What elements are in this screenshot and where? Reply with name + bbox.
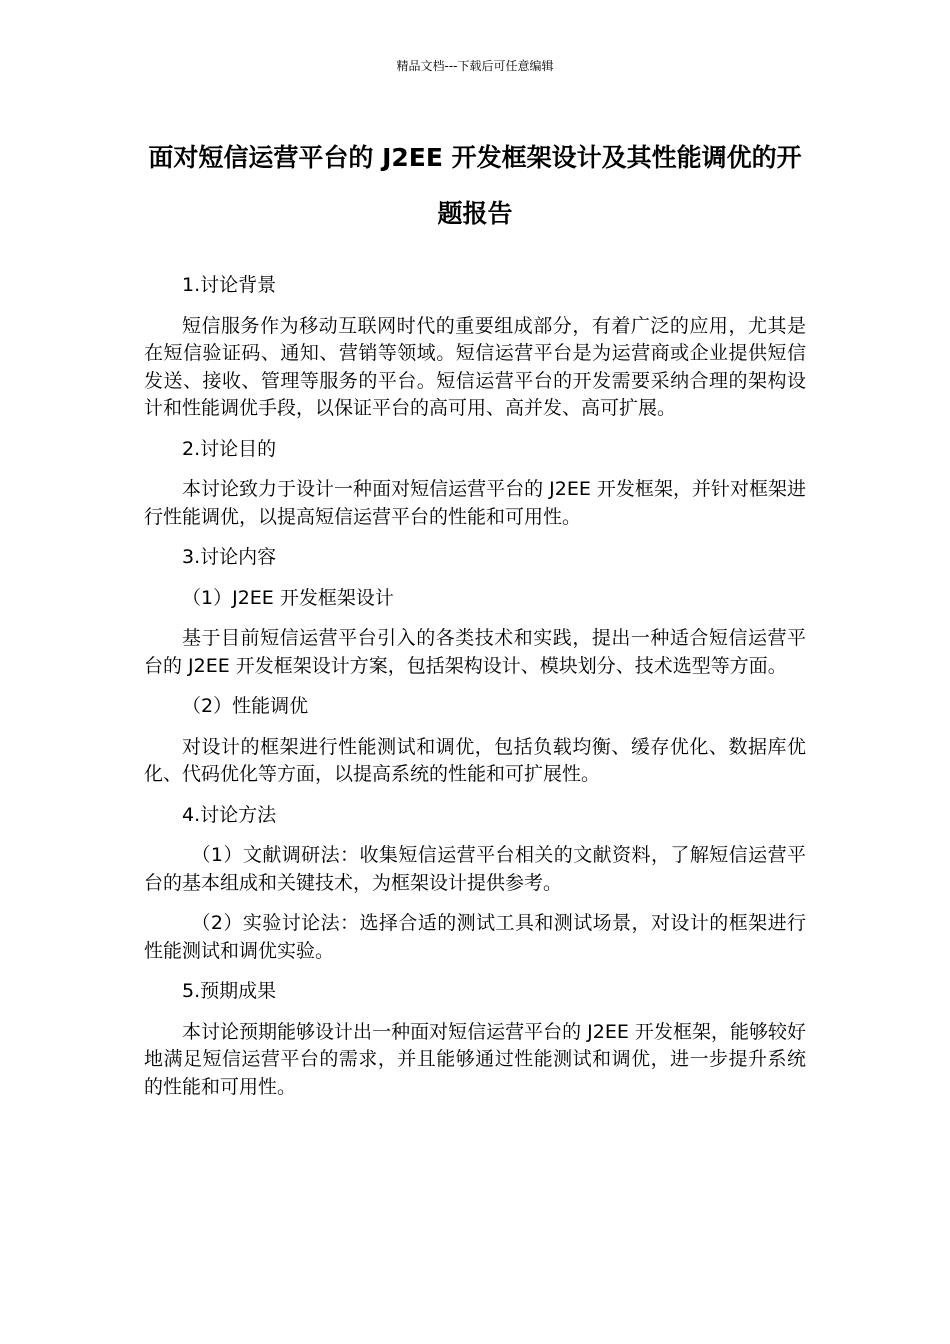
page-header: 精品文档---下载后可任意编辑 [396, 59, 554, 73]
paragraph-results: 本讨论预期能够设计出一种面对短信运营平台的 J2EE 开发框架，能够较好地满足短信运营平台的需求，并且能够通过性能测试和调优，进一步提升系统的性能和可用性。 [144, 1020, 806, 1098]
subheading-performance-tuning: （2）性能调优 [182, 695, 309, 717]
paragraph-framework-design: 基于目前短信运营平台引入的各类技术和实践，提出一种适合短信运营平台的 J2EE 开发框架设计方案，包括架构设计、模块划分、技术选型等方面。 [144, 627, 806, 677]
paragraph-background: 短信服务作为移动互联网时代的重要组成部分，有着广泛的应用，尤其是在短信验证码、通知、营销等领域。短信运营平台是为运营商或企业提供短信发送、接收、管理等服务的平台。短信运营平台的开发需要采纳合理的架构设计和性能调优手段，以保证平台的高可用、高并发、高可扩展。 [144, 314, 806, 419]
section-heading-background: 1.讨论背景 [182, 274, 277, 296]
subheading-framework-design: （1）J2EE 开发框架设计 [182, 586, 394, 609]
section-heading-content: 3.讨论内容 [182, 546, 277, 568]
method-item-experiment: （2）实验讨论法：选择合适的测试工具和测试场景，对设计的框架进行性能测试和调优实验。 [144, 912, 806, 962]
method-item-literature: （1）文献调研法：收集短信运营平台相关的文献资料，了解短信运营平台的基本组成和关键技术，为框架设计提供参考。 [144, 844, 806, 894]
section-heading-method: 4.讨论方法 [182, 803, 277, 826]
document-body [144, 272, 806, 1114]
section-heading-purpose: 2.讨论目的 [182, 437, 277, 460]
paragraph-purpose: 本讨论致力于设计一种面对短信运营平台的 J2EE 开发框架，并针对框架进行性能调优，以提高短信运营平台的性能和可用性。 [144, 478, 806, 528]
document-title: 面对短信运营平台的 J2EE 开发框架设计及其性能调优的开题报告 [148, 143, 802, 228]
paragraph-performance-tuning: 对设计的框架进行性能测试和调优，包括负载均衡、缓存优化、数据库优化、代码优化等方面，以提高系统的性能和可扩展性。 [144, 735, 806, 785]
section-heading-results: 5.预期成果 [182, 980, 277, 1002]
